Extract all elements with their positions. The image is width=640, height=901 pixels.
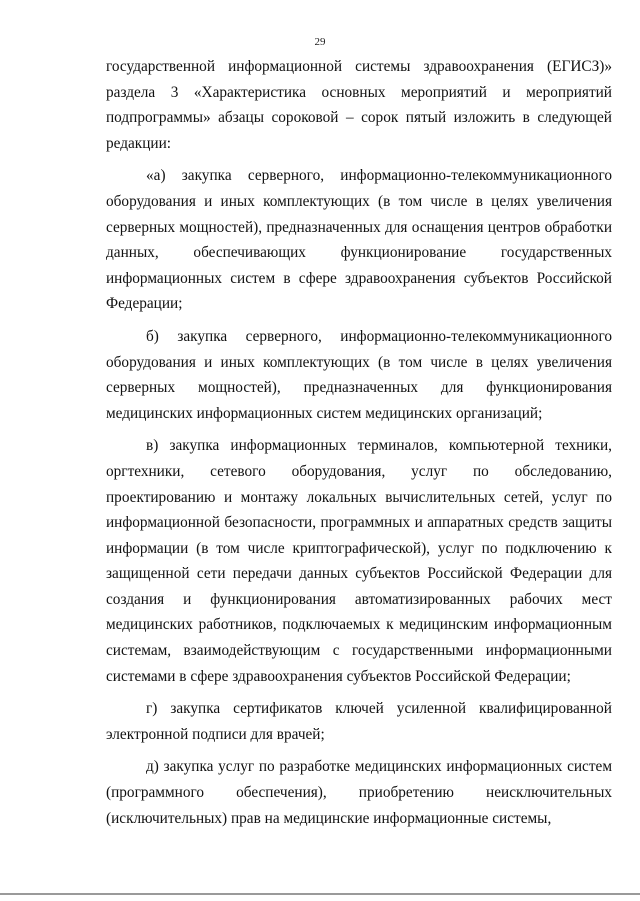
- scan-edge-line: [0, 893, 640, 895]
- document-body: [106, 54, 612, 831]
- paragraph-intro: государственной информационной системы здравоохранения (ЕГИСЗ)» раздела 3 «Характеристика основных мероприятий и мероприятий подпрограммы» абзацы сороковой – сорок пятый изложить в следующей редакции:: [106, 58, 612, 152]
- paragraph-item-g: г) закупка сертификатов ключей усиленной квалифицированной электронной подписи для врачей;: [106, 700, 612, 743]
- paragraph-item-a: «а) закупка серверного, информационно-телекоммуникационного оборудования и иных комплектующих (в том числе в целях увеличения серверных мощностей), предназначенных для оснащения центров обработки данных, обеспечивающих функционирование государственных информационных систем в сфере здравоохранения субъектов Российской Федерации;: [106, 167, 612, 313]
- paragraph-item-v: в) закупка информационных терминалов, компьютерной техники, оргтехники, сетевого оборудования, услуг по обследованию, проектированию и монтажу локальных вычислительных сетей, услуг по информационной безопасности, программных и аппаратных средств защиты информации (в том числе криптографической), услуг по подключению к защищенной сети передачи данных субъектов Российской Федерации для создания и функционирования автоматизированных рабочих мест медицинских работников, подключаемых к медицинским информационным системам, взаимодействующим с государственными информационными системами в сфере здравоохранения субъектов Российской Федерации;: [106, 437, 612, 685]
- page-number: 29: [314, 36, 326, 48]
- paragraph-item-d: д) закупка услуг по разработке медицинских информационных систем (программного обеспечения), приобретению неисключительных (исключительных) прав на медицинские информационные системы,: [106, 758, 612, 827]
- paragraph-item-b: б) закупка серверного, информационно-телекоммуникационного оборудования и иных комплектующих (в том числе в целях увеличения серверных мощностей), предназначенных для функционирования медицинских информационных систем медицинских организаций;: [106, 327, 612, 422]
